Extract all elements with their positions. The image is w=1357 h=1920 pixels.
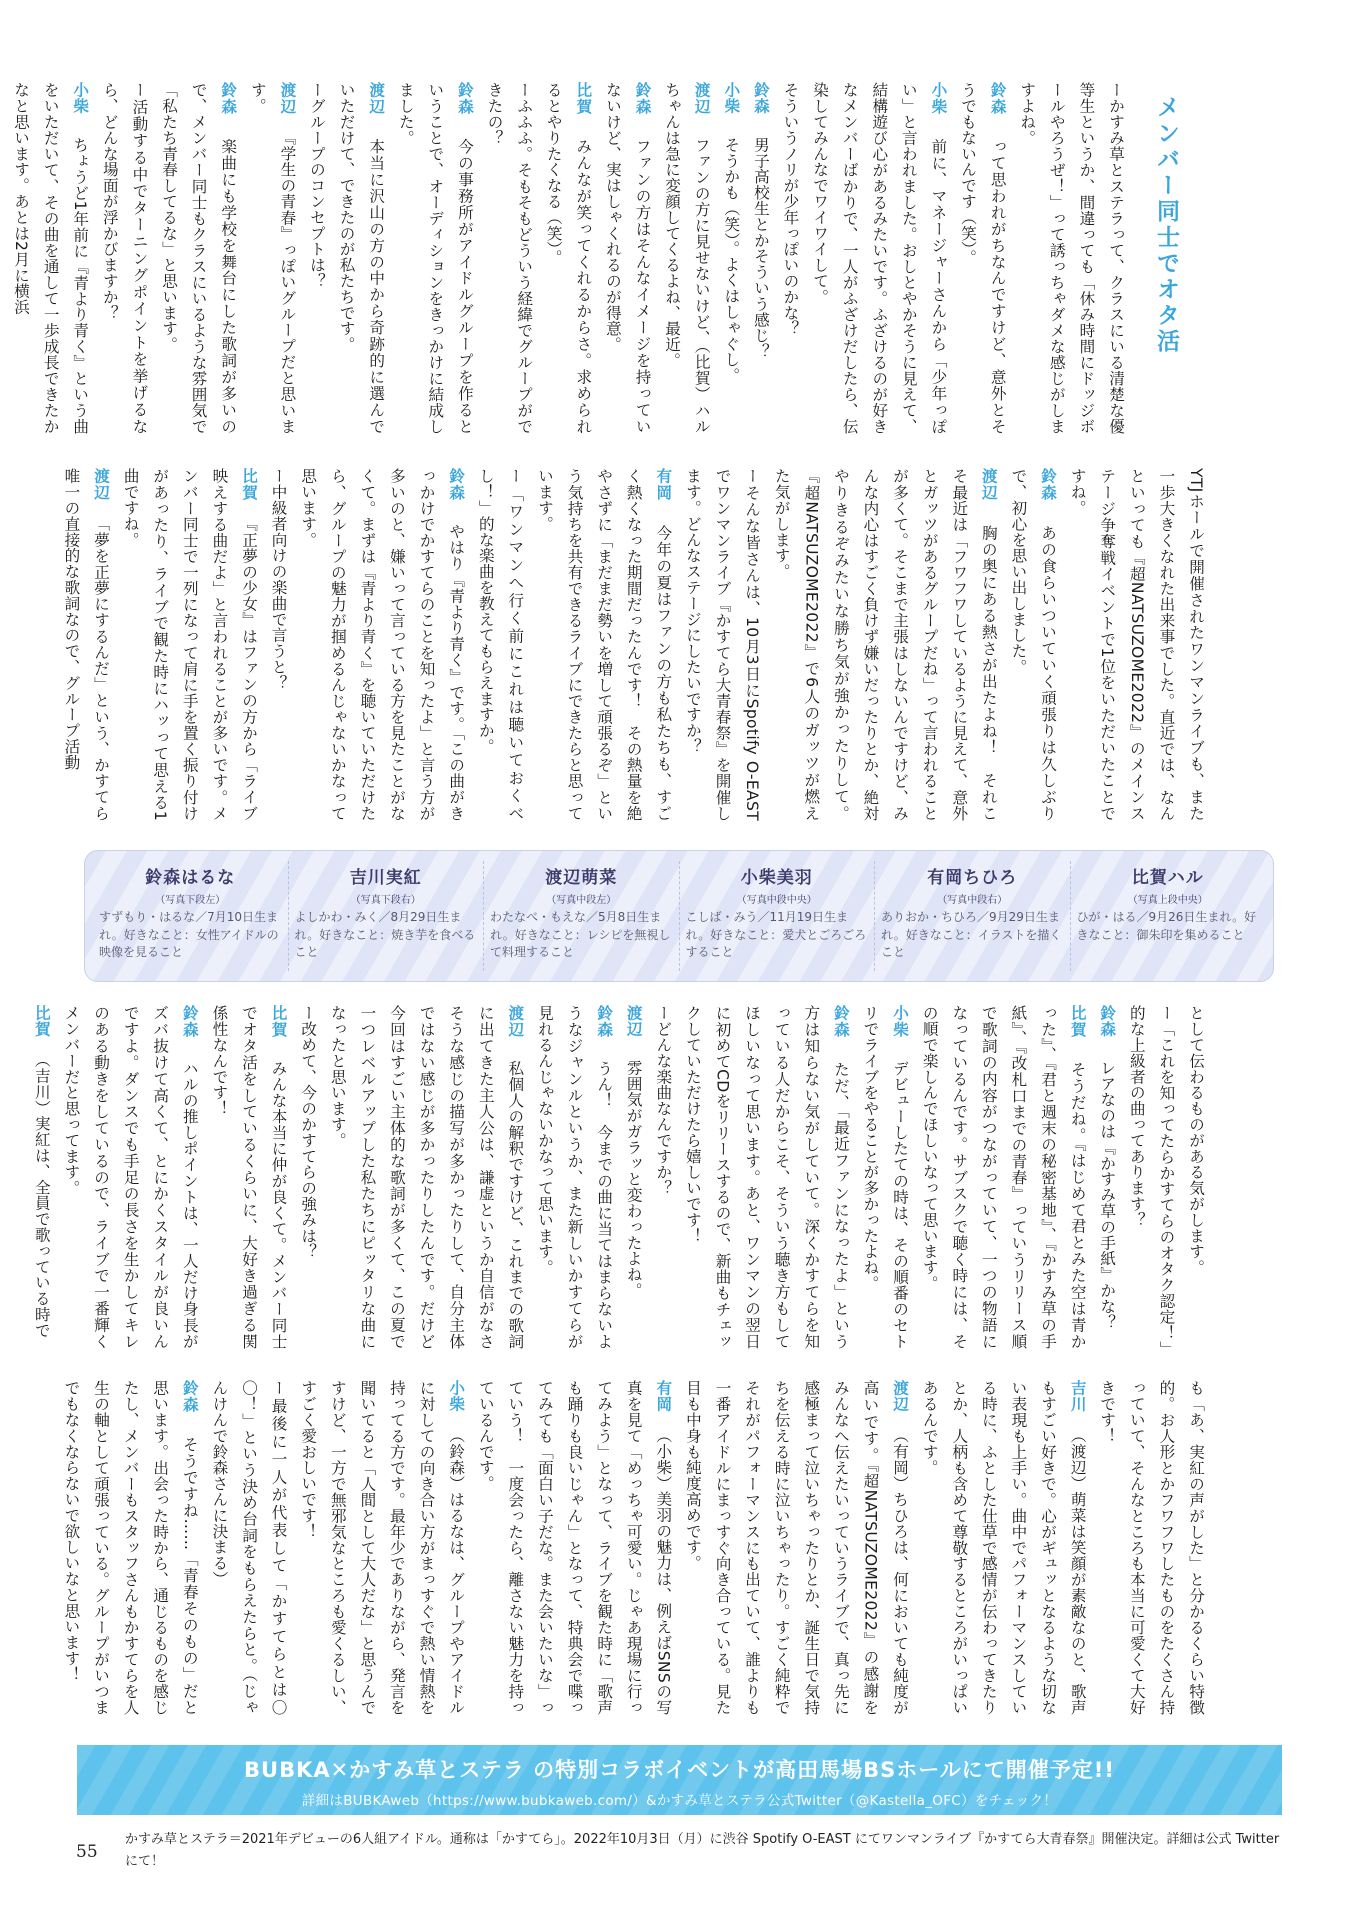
speech-text: ファンの方に見せないけど、（比賀）ハルちゃんは急に変顔してくるよね、最近。 bbox=[663, 82, 711, 434]
interview-paragraph bbox=[1003, 468, 1062, 821]
speech-text: あの食らいついていく頑張りは久しぶりで、初心を思い出しました。 bbox=[1009, 468, 1058, 821]
speech-text: そうだね。『はじめて君とみた空は青かった』、『君と週末の秘密基地』、『かすみ草の手紙』、『改札口までの青春』っていうリリース順で歌詞の内容がつながっていて、一つの物語になっているんです。サブスクで聴く時には、その順で楽しんでほしいなって思います。 bbox=[920, 1005, 1087, 1349]
profile-description: ひが・はる／9月26日生まれ。好きなこと：御朱印を集めること bbox=[1076, 910, 1257, 942]
speech-text: 『学生の青春』っぽいグループだと思います。 bbox=[248, 82, 297, 434]
profile-name: 比賀ハル bbox=[1131, 868, 1204, 888]
speech-text: そうかも（笑）。よくはしゃぐし。 bbox=[722, 136, 741, 384]
interview-paragraph bbox=[1092, 1005, 1122, 1349]
interview-paragraph bbox=[5, 82, 94, 434]
profile-card bbox=[93, 861, 288, 971]
interview-paragraph bbox=[301, 82, 331, 434]
profile-description: ありおか・ちひろ／9月29日生まれ。好きなこと：イラストを描くこと bbox=[881, 910, 1062, 959]
speaker-name: 鈴森 bbox=[633, 82, 652, 115]
interview-paragraph bbox=[470, 1380, 677, 1715]
speaker-name: 鈴森 bbox=[180, 1380, 199, 1413]
speech-text: 本当に沢山の方の中から奇跡的に選んでいただけて、できたのが私たちです。 bbox=[337, 82, 386, 435]
interview-paragraph bbox=[1092, 1380, 1210, 1715]
interview-paragraph bbox=[1180, 1005, 1210, 1349]
speaker-name: 比賀 bbox=[240, 468, 258, 501]
speaker-name: 渡辺 bbox=[979, 468, 998, 502]
banner-title: BUBKA✕かすみ草とステラ の特別コラボイベントが高田馬場BSホールにて開催予定!! bbox=[244, 1758, 1115, 1782]
interview-paragraph bbox=[479, 82, 538, 434]
speaker-name: 小柴 bbox=[447, 1380, 466, 1412]
profile-description: よしかわ・みく／8月29日生まれ。好きなこと：焼き芋を食べること bbox=[294, 910, 476, 959]
interview-paragraph bbox=[745, 82, 775, 434]
speech-text: 胸の奥にある熱さが出たよね！ それこそ最近は「フワフワしているように見えて、意外とガッツがあるグループだね」って言われることが多くて。そこまで主張はしないんですけど、みんな内心はすごく負けず嫌いだったりとか、絶対やりきるぞみたいな勝ち気が強かったりして。『超NATSUZOME2022』で6人のガッツが燃えた気がします。 bbox=[772, 468, 998, 821]
speech-text: YTJホールで開催されたワンマンライブも、また一歩大きくなれた出来事でした。直近では、なんといっても『超NATSUZOME2022』のメインステージ争奪戦イベントで1位をいただいたことですね。 bbox=[1068, 468, 1205, 821]
speaker-name: 渡辺 bbox=[506, 1005, 525, 1038]
interview-column-3 bbox=[32, 1005, 1210, 1349]
profile-name: 有岡ちひろ bbox=[927, 868, 1018, 888]
speaker-name: 比賀 bbox=[574, 82, 593, 115]
interview-paragraph bbox=[1062, 468, 1210, 821]
speech-text: うん！ 今までの曲に当てはまらないようなジャンルというか、また新しいかすてらが見れるんじゃないかなって思います。 bbox=[535, 1005, 614, 1349]
speech-text: そうですね……「青春そのもの」だと思います。出会った時から、通じるものを感じたし、メンバーもスタッフさんもかすてらを人生の軸として頑張っている。グループがいつまでもなくならないで欲しいなと思います！ bbox=[62, 1380, 199, 1715]
interview-paragraph bbox=[804, 82, 952, 434]
footnote: かすみ草とステラ＝2021年デビューの6人組アイドル。通称は「かすてら」。2022年10月3日（月）に渋谷 Spotify O-EAST にてワンマンライブ『かすてら大青春祭』開催決定。詳細は公式 Twitter にて！ bbox=[125, 1832, 1280, 1869]
speaker-name: 鈴森 bbox=[1039, 468, 1058, 502]
interview-paragraph bbox=[914, 1005, 1092, 1349]
speaker-name: 有岡 bbox=[654, 468, 673, 502]
speech-text: ー「これを知ってたらかすてらのオタク認定！」的な上級者の曲ってあります？ bbox=[1127, 1005, 1176, 1349]
profile-card bbox=[483, 861, 679, 971]
interview-column-2 bbox=[62, 468, 1210, 821]
speaker-name: 鈴森 bbox=[595, 1005, 614, 1038]
profile-card bbox=[288, 861, 484, 971]
interview-paragraph bbox=[597, 82, 656, 434]
speaker-name: 小柴 bbox=[722, 82, 741, 114]
speech-text: も「あ、実紅の声がした」と分かるくらい特徴的。お人形とかフワフワしたものをたくさん持っていて、そんなところも本当に可愛くて大好きです！ bbox=[1098, 1380, 1205, 1715]
interview-paragraph bbox=[390, 82, 479, 434]
speech-text: 今の事務所がアイドルグループを作るということで、オーディションをきっかけに結成しました。 bbox=[396, 82, 474, 435]
interview-paragraph bbox=[204, 1005, 293, 1349]
speech-text: ー最後に一人が代表して「かすてらとは〇〇！」という決め台詞をもらえたらと。（じゃんけんで鈴森さんに決まる） bbox=[210, 1380, 288, 1715]
speaker-name: 渡辺 bbox=[692, 82, 711, 115]
speaker-name: 渡辺 bbox=[891, 1380, 910, 1412]
interview-paragraph bbox=[529, 468, 677, 821]
speech-text: 私個人の解釈ですけど、これまでの歌詞に出てきた主人公は、謙虚というか自信がなさそうな感じの描写が多かったりして、自分主体ではない感じが多かったりしたんです。だけど今回はすごい主体的な歌詞が多くて、この夏で一つレベルアップした私たちにピッタリな曲になったと思います。 bbox=[328, 1005, 525, 1349]
interview-paragraph bbox=[94, 82, 153, 434]
speech-text: みんな本当に仲が良くて。メンバー同士でオタ活をしているくらいに、大好き過ぎる関係性なんです！ bbox=[210, 1005, 288, 1349]
interview-paragraph bbox=[618, 1005, 648, 1349]
profile-photo-position: （写真中段左） bbox=[546, 895, 617, 906]
speech-text: （吉川）実紅は、全員で歌っている時で bbox=[32, 1059, 51, 1339]
speaker-name: 有岡 bbox=[654, 1380, 673, 1412]
profile-card bbox=[679, 861, 875, 971]
interview-paragraph bbox=[766, 468, 1003, 821]
speech-text: ー改めて、今のかすてらの強みは？ bbox=[299, 1005, 318, 1260]
speech-text: ーどんな楽曲なんですか？ bbox=[654, 1005, 673, 1196]
interview-paragraph bbox=[293, 1005, 323, 1349]
interview-paragraph bbox=[677, 1380, 914, 1715]
speaker-name: 鈴森 bbox=[1098, 1005, 1117, 1037]
speaker-name: 比賀 bbox=[32, 1005, 51, 1037]
member-profiles bbox=[84, 850, 1274, 982]
profile-photo-position: （写真上段中央） bbox=[1127, 895, 1208, 906]
speaker-name: 渡辺 bbox=[367, 82, 386, 115]
speech-text: 『正夢の少女』はファンの方から「ライブ映えする曲だよ」と言われることが多いです。メンバー同士で一列になって肩に手を置く振り付けがあったり、ライブで観た時にハッって思える1曲ですね。 bbox=[121, 468, 258, 821]
interview-paragraph bbox=[657, 82, 716, 434]
speech-text: 雰囲気がガラッと変わったよね。 bbox=[624, 1059, 643, 1299]
profile-photo-position: （写真下段左） bbox=[155, 895, 226, 906]
speaker-name: 比賀 bbox=[269, 1005, 288, 1038]
interview-paragraph bbox=[914, 1380, 1092, 1715]
speech-text: ちょうど1年前に『青より青く』という曲をいただいて、その曲を通して一歩成長できたかなと思います。あとは2月に横浜 bbox=[12, 82, 90, 435]
speech-text: ただ、「最近ファンになったよ」という方は知らない気がしていて。深くかすてらを知っている人だからこそ、そういう聴き方もしてほしいなって思います。あと、ワンマンの翌日に初めてCDをリリースするので、新曲もチェックしていただけたら嬉しいです！ bbox=[683, 1005, 850, 1349]
speaker-name: 小柴 bbox=[929, 82, 948, 115]
interview-paragraph bbox=[648, 1005, 678, 1349]
interview-column-1 bbox=[12, 82, 1130, 435]
speech-text: ー中級者向けの楽曲で言うと？ bbox=[269, 468, 288, 691]
speech-text: ーそんな皆さんは、10月3日にSpotify O-EASTでワンマンライブ『かすてら大青春祭』を開催します。どんなステージにしたいですか？ bbox=[683, 468, 762, 821]
speaker-name: 渡辺 bbox=[92, 468, 111, 501]
speech-text: って思われがちなんですけど、意外とそうでもないんです（笑）。 bbox=[959, 82, 1007, 435]
interview-paragraph bbox=[716, 82, 746, 434]
speech-text: 前に、マネージャーさんから「少年っぽい」と言われました。おしとやかそうに見えて、結構遊び心があるみたいです。ふざけるのが好きなメンバーばかりで、一人がふざけだしたら、伝染してみんなでワイワイして。 bbox=[811, 82, 948, 435]
speech-text: ーかすみ草とステラって、クラスにいる清楚な優等生というか、間違っても「休み時間にドッジボールやろうぜ！」って誘っちゃダメな感じがしますよね。 bbox=[1018, 82, 1125, 434]
page-number: 55 bbox=[76, 1842, 98, 1862]
interview-paragraph bbox=[293, 1380, 471, 1715]
interview-paragraph bbox=[115, 468, 263, 821]
interview-paragraph bbox=[952, 82, 1011, 434]
speech-text: 楽曲にも学校を舞台にした歌詞が多いので、メンバー同士もクラスにいるような雰囲気で「私たち青春してるな」と思います。 bbox=[160, 82, 238, 435]
interview-paragraph bbox=[293, 468, 471, 821]
speaker-name: 鈴森 bbox=[455, 82, 474, 115]
profile-description: わたなべ・もえな／5月8日生まれ。好きなこと：レシピを無視して料理すること bbox=[490, 910, 671, 959]
speech-text: ーふふふ。そもそもどういう経緯でグループができたの？ bbox=[485, 82, 534, 434]
speech-text: （有岡）ちひろは、何においても純度が高いです。『超NATSUZOME2022』の感謝をみんなへ伝えたいっていうライブで、真っ先に感極まって泣いちゃったりとか、誕生日で気持ちを伝える時に泣いちゃったり。すごく純粋でそれがパフォーマンスにも出ていて、誰よりも一番アイドルにまっすぐ向き合っている。見た目も中身も純度高めです。 bbox=[683, 1380, 910, 1715]
speech-text: （小柴）美羽の魅力は、例えばSNSの写真を見て「めっちゃ可愛い。じゃあ現場に行ってみよう」となって、ライブを観た時に「歌声も踊りも良いじゃん」となって、特典会で喋ってみても「面白い子だな。また会いたいな」っていう！ 一度会ったら、離さない魅力を持っているんです。 bbox=[476, 1380, 673, 1716]
speech-text: ーグループのコンセプトは？ bbox=[307, 82, 326, 289]
speech-text: みんなが笑ってくれるからさ。求められるとやりたくなる（笑）。 bbox=[544, 82, 593, 435]
speech-text: ハルの推しポイントは、一人だけ身長がズバ抜けて高くて、とにかくスタイルが良いんですよ。ダンスでも手足の長さを生かしてキレのある動きをしているので、ライブで一番輝くメンバーだと思ってます。 bbox=[62, 1005, 199, 1349]
interview-paragraph bbox=[322, 1005, 529, 1349]
speaker-name: 吉川 bbox=[1068, 1380, 1087, 1412]
interview-paragraph bbox=[263, 468, 293, 821]
profile-name: 吉川実紅 bbox=[349, 868, 422, 888]
interview-paragraph bbox=[56, 468, 115, 821]
speech-text: 男子高校生とかそういう感じ？ bbox=[751, 136, 770, 360]
interview-paragraph bbox=[855, 1005, 914, 1349]
speech-text: ー「ワンマンへ行く前にこれは聴いておくべし！」的な楽曲を教えてもらえますか。 bbox=[476, 468, 525, 821]
speech-text: （鈴森）はるなは、グループやアイドルに対しての向き合い方がまっすぐで熱い情熱を持ってる方です。最年少でありながら、発言を聞いてると「人間として大人だな」と思うんですけど、一方で無邪気なところも愛くるしい、すごく愛おしいです！ bbox=[299, 1380, 466, 1715]
interview-paragraph bbox=[331, 82, 390, 434]
speaker-name: 鈴森 bbox=[180, 1005, 199, 1038]
interview-paragraph bbox=[56, 1380, 204, 1715]
profile-name: 鈴森はるな bbox=[145, 868, 236, 888]
speech-text: ー活動する中でターニングポイントを挙げるなら、どんな場面が浮かびますか？ bbox=[100, 82, 149, 434]
speech-text: やはり『青より青く』です。「この曲がきっかけでかすてらのことを知ったよ」と言う方が多いのと、嫌いって言っている方を見たことがなくて。まずは『青より青く』を聴いていただけたら、グループの魅力が掴めるんじゃないかなって思います。 bbox=[299, 468, 466, 821]
article-heading: メンバー同士でオタ活 bbox=[1153, 95, 1179, 355]
profile-card bbox=[874, 861, 1070, 971]
speaker-name: 比賀 bbox=[1068, 1005, 1087, 1038]
interview-paragraph bbox=[26, 1005, 56, 1349]
profile-description: すずもり・はるな／7月10日生まれ。好きなこと：女性アイドルの映像を見ること bbox=[99, 910, 279, 959]
event-banner[interactable] bbox=[77, 1745, 1282, 1815]
profile-photo-position: （写真下段右） bbox=[350, 895, 421, 906]
speaker-name: 鈴森 bbox=[831, 1005, 850, 1038]
speaker-name: 小柴 bbox=[891, 1005, 910, 1038]
interview-paragraph bbox=[529, 1005, 618, 1349]
profile-name: 小柴美羽 bbox=[740, 868, 813, 888]
profile-description: こしば・みう／11月19日生まれ。好きなこと：愛犬とごろごろすること bbox=[685, 910, 867, 959]
speaker-name: 小柴 bbox=[71, 82, 90, 114]
speech-text: レアなのは『かすみ草の手紙』かな？ bbox=[1098, 1059, 1117, 1331]
speech-text: 今年の夏はファンの方も私たちも、すごく熱くなった期間だったんです！ その熱量を絶やさずに「まだまだ勢いを増して頑張るぞ」という気持ちを共有できるライブにできたらと思っています。 bbox=[535, 468, 673, 821]
interview-paragraph bbox=[56, 1005, 204, 1349]
profile-photo-position: （写真中段右） bbox=[937, 895, 1008, 906]
interview-paragraph bbox=[677, 1005, 855, 1349]
interview-paragraph bbox=[204, 1380, 293, 1715]
interview-paragraph bbox=[1012, 82, 1130, 434]
interview-paragraph bbox=[677, 468, 766, 821]
interview-paragraph bbox=[775, 82, 805, 434]
banner-subtitle: 詳細はBUBKAweb（https://www.bubkaweb.com/）&かすみ草とステラ公式Twitter（@Kastella_OFC）をチェック！ bbox=[301, 1793, 1058, 1809]
speech-text: デビューしたての時は、その順番のセトリでライブをやることが多かったよね。 bbox=[861, 1005, 910, 1349]
interview-paragraph bbox=[1121, 1005, 1180, 1349]
speaker-name: 鈴森 bbox=[219, 82, 238, 115]
speaker-name: 鈴森 bbox=[988, 82, 1007, 115]
interview-paragraph bbox=[153, 82, 242, 434]
speaker-name: 鈴森 bbox=[447, 468, 466, 501]
interview-paragraph bbox=[470, 468, 529, 821]
profile-name: 渡辺萌菜 bbox=[545, 868, 618, 888]
interview-column-4 bbox=[62, 1380, 1210, 1716]
speaker-name: 渡辺 bbox=[278, 82, 297, 115]
speech-text: 「夢を正夢にするんだ」という、かすてら唯一の直接的な歌詞なので、グループ活動 bbox=[62, 468, 111, 821]
interview-paragraph bbox=[538, 82, 597, 434]
profile-card bbox=[1070, 861, 1266, 971]
speaker-name: 渡辺 bbox=[624, 1005, 643, 1037]
speech-text: として伝わるものがある気がします。 bbox=[1187, 1005, 1205, 1276]
speaker-name: 鈴森 bbox=[751, 82, 770, 114]
speech-text: （渡辺）萌菜は笑顔が素敵なのと、歌声もすごい好きで。心がギュッとなるような切ない表現も上手い。曲中でパフォーマンスしている時に、ふとした仕草で感情が伝わってきたりとか、人柄も含めて尊敬するところがいっぱいあるんです。 bbox=[920, 1380, 1087, 1715]
speech-text: ファンの方はそんなイメージを持っていないけど、実はしゃくれるのが得意。 bbox=[603, 82, 652, 435]
speech-text: そういうノリが少年っぽいのかな？ bbox=[781, 82, 800, 337]
profile-photo-position: （写真中段中央） bbox=[736, 895, 817, 906]
interview-paragraph bbox=[242, 82, 301, 434]
